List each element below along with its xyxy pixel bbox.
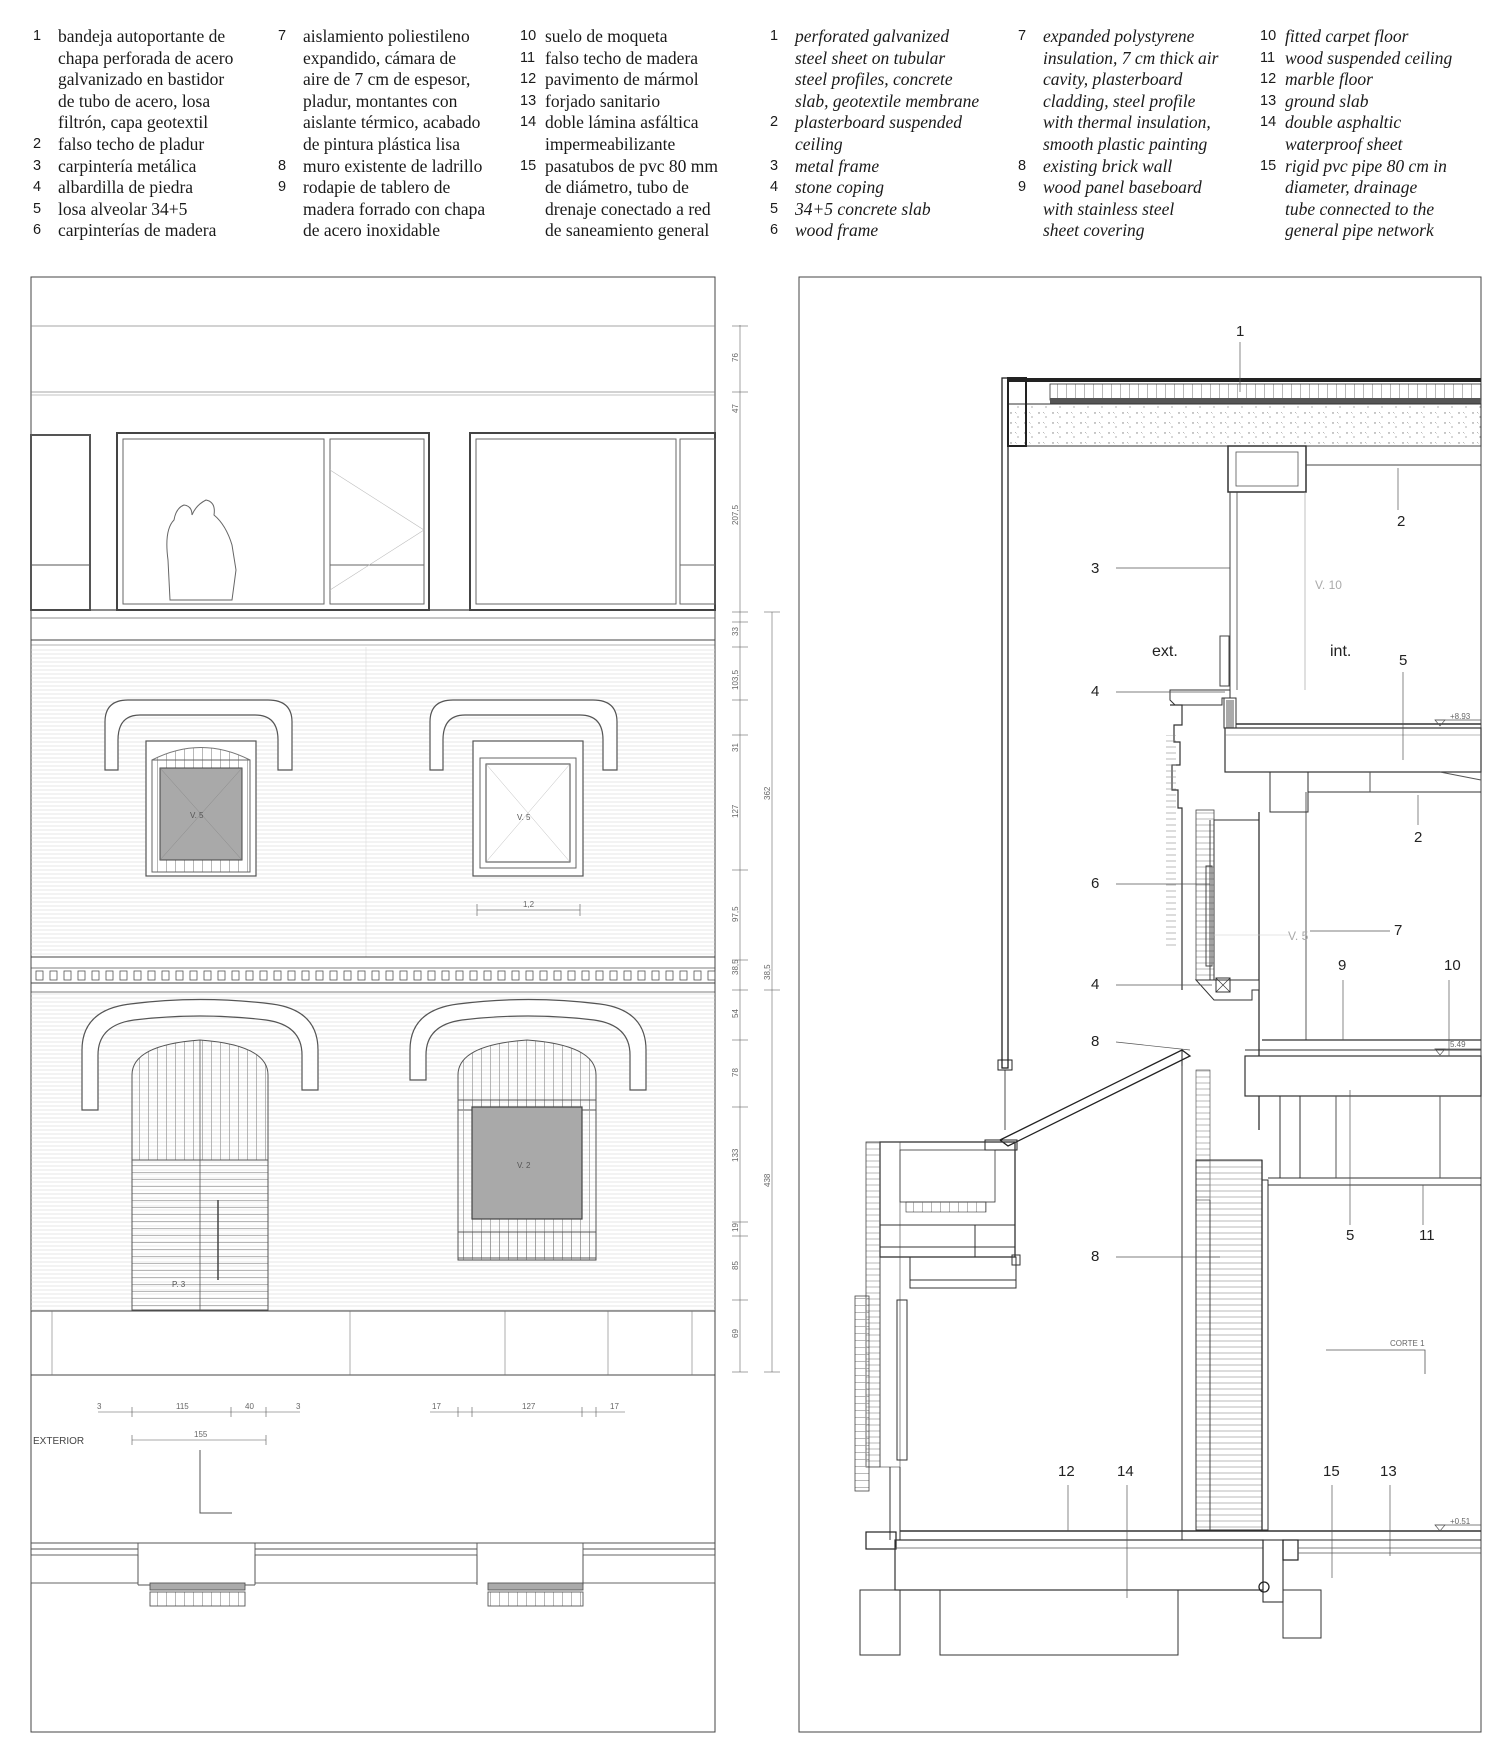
dim-mid-2: 31 xyxy=(731,743,740,752)
callout-15: 15 xyxy=(1323,1463,1340,1480)
legend-number: 15 xyxy=(520,157,537,174)
dim-bl-4: 3 xyxy=(296,1402,301,1411)
ext-label: ext. xyxy=(1152,643,1178,660)
callout-8: 8 xyxy=(1091,1033,1100,1050)
legend-text: muro existente de ladrillo xyxy=(303,155,483,176)
callout-7: 7 xyxy=(1394,922,1403,939)
legend-text: drenaje conectado a red xyxy=(545,198,711,219)
int-label: int. xyxy=(1330,643,1352,660)
legend-number: 14 xyxy=(1260,114,1277,131)
legend-number: 14 xyxy=(520,114,537,131)
legend-text: cladding, steel profile xyxy=(1043,90,1196,111)
legend-text: wood frame xyxy=(795,220,879,241)
legend-text: rigid pvc pipe 80 cm in xyxy=(1285,155,1447,176)
dim-total-438: 438 xyxy=(763,1173,772,1187)
callout-2: 2 xyxy=(1397,513,1406,530)
level-top: +8.93 xyxy=(1450,712,1471,721)
legend-text: aire de 7 cm de espesor, xyxy=(303,69,471,90)
dim-mid-1: 103,5 xyxy=(731,669,740,690)
callout-4: 4 xyxy=(1091,976,1100,993)
window-v5-b-label: V. 5 xyxy=(517,813,531,822)
legend-text: plasterboard suspended xyxy=(795,112,963,133)
level-mid: 5.49 xyxy=(1450,1040,1466,1049)
legend-text: expanded polystyrene xyxy=(1043,26,1195,46)
legend-number: 13 xyxy=(1260,92,1277,109)
legend-text: rodapie de tablero de xyxy=(303,177,451,198)
legend-text: ground slab xyxy=(1285,90,1369,111)
legend-text: pladur, montantes con xyxy=(303,90,458,111)
legend-text: falso techo de madera xyxy=(545,47,699,68)
elevation-panel xyxy=(31,277,780,1732)
dim-upper-1: 47 xyxy=(731,404,740,413)
legend-text: losa alveolar 34+5 xyxy=(58,198,188,219)
legend-text: steel sheet on tubular xyxy=(795,47,946,68)
callout-10: 10 xyxy=(1444,957,1461,974)
legend-text: with stainless steel xyxy=(1043,198,1175,219)
legend-text: pavimento de mármol xyxy=(545,69,699,90)
legend-text: carpinterías de madera xyxy=(58,220,217,241)
legend-number: 11 xyxy=(1260,49,1276,66)
dim-br-1: 17 xyxy=(432,1402,441,1411)
callout-5: 5 xyxy=(1399,652,1408,669)
legend-text: de saneamiento general xyxy=(545,220,710,241)
dim-mid-11: 69 xyxy=(731,1329,740,1338)
legend-number: 6 xyxy=(33,222,42,239)
legend-text: sheet covering xyxy=(1043,220,1145,241)
legend-text: stone coping xyxy=(795,177,884,198)
legend-text: 34+5 concrete slab xyxy=(795,198,931,219)
legend-text: filtrón, capa geotextil xyxy=(58,112,209,133)
section-panel xyxy=(799,277,1481,1732)
legend-text: madera forrado con chapa xyxy=(303,198,486,219)
callout-9: 9 xyxy=(1338,957,1347,974)
legend-text: double asphaltic xyxy=(1285,112,1402,133)
callout-5: 5 xyxy=(1346,1227,1355,1244)
legend-number: 15 xyxy=(1260,157,1277,174)
callout-11: 11 xyxy=(1419,1227,1435,1244)
legend-number: 1 xyxy=(770,28,779,44)
dim-bl-1: 3 xyxy=(97,1402,102,1411)
dim-mid-6: 54 xyxy=(731,1009,740,1018)
legend-text: chapa perforada de acero xyxy=(58,47,234,68)
dim-upper-0: 76 xyxy=(731,353,740,362)
legend-text: de tubo de acero, losa xyxy=(58,90,211,111)
dimension-chain xyxy=(732,325,780,1372)
dim-bl-2: 115 xyxy=(176,1402,189,1411)
legend-text: pasatubos de pvc 80 mm xyxy=(545,155,719,176)
legend-text: wood suspended ceiling xyxy=(1285,47,1453,68)
dim-mid-8: 133 xyxy=(731,1148,740,1162)
legend-number: 9 xyxy=(1018,179,1027,196)
legend-text: aislante térmico, acabado xyxy=(303,112,481,133)
legend-text: falso techo de pladur xyxy=(58,133,205,154)
legend-number: 2 xyxy=(770,114,779,131)
dim-br-3: 17 xyxy=(610,1402,619,1411)
legend-number: 13 xyxy=(520,92,537,109)
legend-number: 6 xyxy=(770,222,779,239)
legend-text: slab, geotextile membrane xyxy=(795,90,980,111)
v10-label: V. 10 xyxy=(1315,578,1342,592)
legend-number: 1 xyxy=(33,28,42,44)
dim-window-width: 1,2 xyxy=(523,900,535,909)
callout-8: 8 xyxy=(1091,1248,1100,1265)
legend-text: perforated galvanized xyxy=(795,26,950,46)
callout-4: 4 xyxy=(1091,683,1100,700)
legend-number: 3 xyxy=(33,157,42,174)
legend-text: suelo de moqueta xyxy=(545,26,668,46)
legend-text: marble floor xyxy=(1285,69,1373,90)
legend-text: aislamiento poliestileno xyxy=(303,26,470,46)
legend-text: bandeja autoportante de xyxy=(58,26,226,46)
window-v2-label: V. 2 xyxy=(517,1161,531,1170)
legend-text: forjado sanitario xyxy=(545,90,661,111)
dim-bl-total: 155 xyxy=(194,1430,208,1439)
legend-text: ceiling xyxy=(795,133,843,154)
legend-number: 8 xyxy=(278,157,287,174)
callout-14: 14 xyxy=(1117,1463,1134,1480)
legend-number: 9 xyxy=(278,179,287,196)
level-bot: +0.51 xyxy=(1450,1517,1471,1526)
exterior-label: EXTERIOR xyxy=(33,1436,85,1447)
callout-1: 1 xyxy=(1236,323,1245,340)
callout-13: 13 xyxy=(1380,1463,1397,1480)
dim-mid-4: 97,5 xyxy=(731,906,740,922)
callout-6: 6 xyxy=(1091,875,1100,892)
legend-number: 10 xyxy=(520,28,537,44)
dim-mid-5: 38,5 xyxy=(731,959,740,975)
legend-number: 12 xyxy=(1260,71,1277,88)
dim-mid-9: 19 xyxy=(731,1223,740,1232)
legend-text: smooth plastic painting xyxy=(1043,133,1208,154)
dim-br-2: 127 xyxy=(522,1402,536,1411)
cut-label: CORTE 1 xyxy=(1390,1339,1425,1348)
legend-text: albardilla de piedra xyxy=(58,177,194,198)
legend-number: 7 xyxy=(278,28,287,44)
legend-number: 2 xyxy=(33,135,42,152)
v5-label: V. 5 xyxy=(1288,929,1309,943)
legend-number: 5 xyxy=(770,200,779,217)
callout-3: 3 xyxy=(1091,560,1100,577)
door-p3-label: P. 3 xyxy=(172,1280,186,1289)
legend-number: 7 xyxy=(1018,28,1027,44)
legend-number: 4 xyxy=(770,179,779,196)
legend-text: fitted carpet floor xyxy=(1285,26,1409,46)
dim-mid-0: 33 xyxy=(731,627,740,636)
legend-text: existing brick wall xyxy=(1043,155,1173,176)
legend-text: insulation, 7 cm thick air xyxy=(1043,47,1219,68)
legend-text: waterproof sheet xyxy=(1285,133,1403,154)
dim-total-38-5: 38,5 xyxy=(763,964,772,980)
callout-2: 2 xyxy=(1414,829,1423,846)
legend-text: carpintería metálica xyxy=(58,155,197,176)
dim-bl-3: 40 xyxy=(245,1402,254,1411)
legend-text: cavity, plasterboard xyxy=(1043,69,1183,90)
dim-mid-7: 78 xyxy=(731,1068,740,1077)
legend-number: 12 xyxy=(520,71,537,88)
legend-text: wood panel baseboard xyxy=(1043,177,1202,198)
legend-text: galvanizado en bastidor xyxy=(58,69,225,90)
window-v5-a-label: V. 5 xyxy=(190,811,204,820)
legend-text: expandido, cámara de xyxy=(303,47,457,68)
legend-text: general pipe network xyxy=(1285,220,1434,241)
callout-12: 12 xyxy=(1058,1463,1075,1480)
dim-mid-10: 85 xyxy=(731,1261,740,1270)
dim-mid-3: 127 xyxy=(731,804,740,818)
legend-number: 3 xyxy=(770,157,779,174)
legend-text: metal frame xyxy=(795,155,880,176)
legend-number: 11 xyxy=(520,49,536,66)
legend-text: diameter, drainage xyxy=(1285,177,1418,198)
legend-number: 8 xyxy=(1018,157,1027,174)
legend-text: de pintura plástica lisa xyxy=(303,133,460,154)
legend-text: steel profiles, concrete xyxy=(795,69,953,90)
legend-text: de acero inoxidable xyxy=(303,220,441,241)
legend-text: de diámetro, tubo de xyxy=(545,177,689,198)
legend-text: tube connected to the xyxy=(1285,198,1435,219)
legend-number: 10 xyxy=(1260,28,1277,44)
dim-total-362: 362 xyxy=(763,786,772,800)
dim-upper-2: 207,5 xyxy=(731,504,740,525)
legend-text: impermeabilizante xyxy=(545,133,676,154)
legend-text: doble lámina asfáltica xyxy=(545,112,699,133)
legend-number: 5 xyxy=(33,200,42,217)
legend-text: with thermal insulation, xyxy=(1043,112,1211,133)
legend-number: 4 xyxy=(33,179,42,196)
